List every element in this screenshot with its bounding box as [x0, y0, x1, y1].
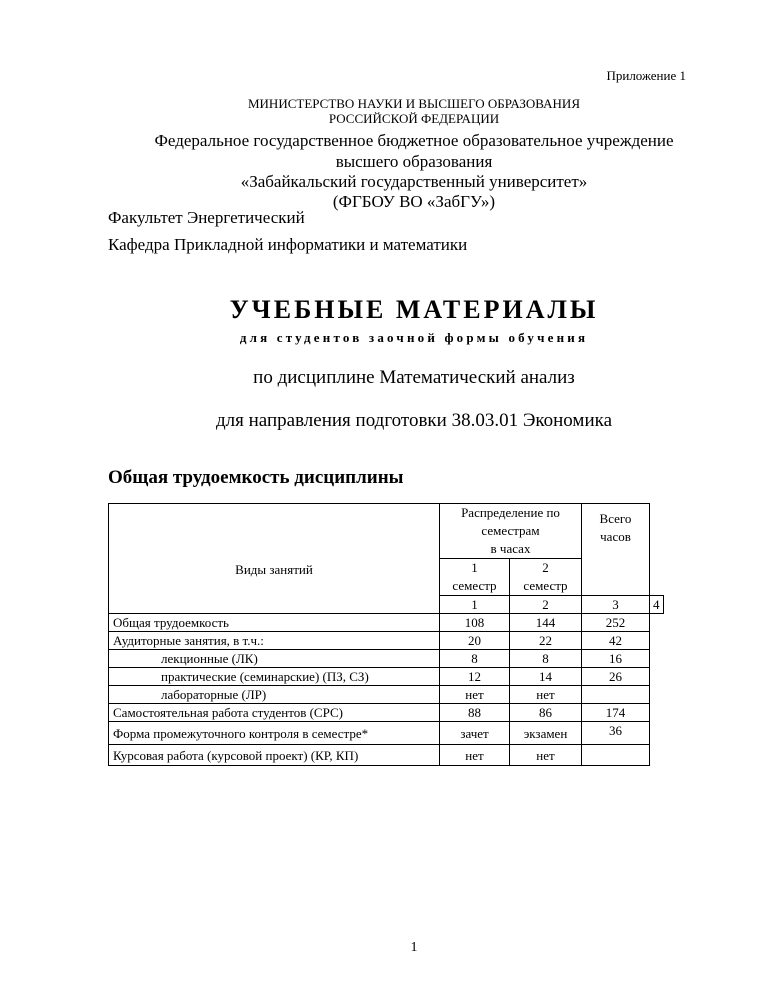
row-total: [582, 686, 650, 704]
semester-1-word: семестр: [452, 578, 497, 593]
row-semester-2: экзамен: [510, 722, 582, 745]
semester-2-header: [510, 559, 582, 596]
distribution-line-3: в часах: [490, 541, 531, 556]
semester-1-number: 1: [471, 560, 478, 575]
row-total: 174: [582, 704, 650, 722]
page-number: 1: [410, 940, 418, 955]
index-cell-1: 1: [440, 596, 510, 614]
row-semester-1: 88: [440, 704, 510, 722]
distribution-line-2: семестрам: [481, 523, 540, 538]
row-semester-2: 144: [510, 614, 582, 632]
header-types-label: Виды занятий: [235, 562, 313, 577]
semester-2-number: 2: [542, 560, 549, 575]
row-label: Аудиторные занятия, в т.ч.:: [109, 632, 440, 650]
document-title: УЧЕБНЫЕ МАТЕРИАЛЫ: [229, 295, 599, 324]
table-row: [109, 722, 664, 745]
department-label: Кафедра Прикладной информатики и математики: [108, 235, 468, 254]
semester-1-header: [440, 559, 510, 596]
row-label: Курсовая работа (курсовой проект) (КР, КП): [109, 745, 440, 766]
ministry-line-2: РОССИЙСКОЙ ФЕДЕРАЦИИ: [328, 111, 500, 126]
row-semester-1: 108: [440, 614, 510, 632]
row-label: практические (семинарские) (ПЗ, СЗ): [109, 668, 440, 686]
discipline-line: по дисциплине Математический анализ: [253, 367, 575, 388]
row-semester-1: 8: [440, 650, 510, 668]
index-cell-3: 3: [582, 596, 650, 614]
semester-2-word: семестр: [523, 578, 568, 593]
table-row: [109, 668, 664, 686]
row-semester-1: нет: [440, 745, 510, 766]
table-row: [109, 745, 664, 766]
row-label: Самостоятельная работа студентов (СРС): [109, 704, 440, 722]
index-cell-4: 4: [650, 596, 664, 614]
institution-line-4: (ФГБОУ ВО «ЗабГУ»): [332, 192, 496, 211]
total-line-1: Всего: [599, 511, 632, 526]
row-semester-2: нет: [510, 745, 582, 766]
workload-table: [108, 503, 664, 766]
document-subtitle: для студентов заочной формы обучения: [239, 330, 589, 345]
institution-line-2: высшего образования: [335, 152, 493, 171]
row-semester-2: 14: [510, 668, 582, 686]
row-total: 252: [582, 614, 650, 632]
appendix-label: Приложение 1: [606, 68, 686, 83]
row-total: 36: [582, 722, 650, 745]
row-semester-1: зачет: [440, 722, 510, 745]
header-distribution-cell: [440, 504, 582, 559]
header-total-cell: [582, 504, 650, 559]
row-total: 16: [582, 650, 650, 668]
row-label: лабораторные (ЛР): [109, 686, 440, 704]
row-semester-1: 20: [440, 632, 510, 650]
row-semester-1: нет: [440, 686, 510, 704]
total-header-empty: [582, 559, 650, 596]
row-semester-2: нет: [510, 686, 582, 704]
row-semester-2: 22: [510, 632, 582, 650]
institution-line-3: «Забайкальский государственный университет»: [240, 172, 588, 191]
section-heading: Общая трудоемкость дисциплины: [108, 467, 404, 488]
total-line-2: часов: [600, 529, 631, 544]
row-label: лекционные (ЛК): [109, 650, 440, 668]
table-row: [109, 704, 664, 722]
direction-line: для направления подготовки 38.03.01 Экономика: [215, 410, 612, 431]
row-semester-1: 12: [440, 668, 510, 686]
institution-line-1: Федеральное государственное бюджетное образовательное учреждение: [154, 131, 674, 150]
table-row: [109, 614, 664, 632]
table-row: [109, 632, 664, 650]
row-total: 42: [582, 632, 650, 650]
table-row: [109, 686, 664, 704]
faculty-label: Факультет Энергетический: [108, 208, 305, 227]
header-types-cell: [109, 504, 440, 614]
row-label: Форма промежуточного контроля в семестре*: [109, 722, 440, 745]
row-total: [582, 745, 650, 766]
row-total: 26: [582, 668, 650, 686]
row-label: Общая трудоемкость: [109, 614, 440, 632]
index-cell-2: 2: [510, 596, 582, 614]
row-semester-2: 86: [510, 704, 582, 722]
ministry-line-1: МИНИСТЕРСТВО НАУКИ И ВЫСШЕГО ОБРАЗОВАНИЯ: [247, 96, 580, 111]
table-row: [109, 650, 664, 668]
row-semester-2: 8: [510, 650, 582, 668]
distribution-line-1: Распределение по: [461, 505, 560, 520]
